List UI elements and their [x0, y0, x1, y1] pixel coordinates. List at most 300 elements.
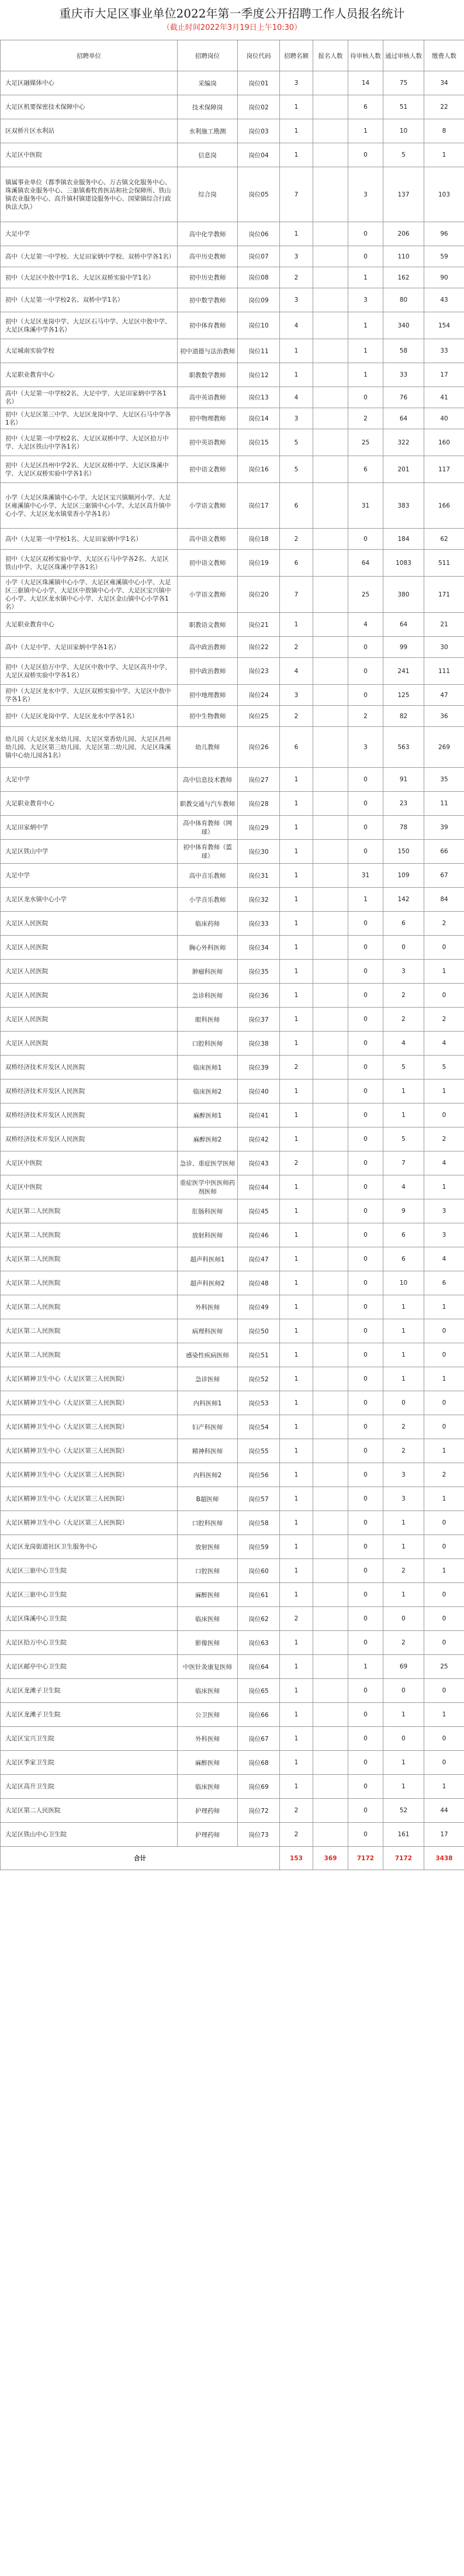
cell-apply: [313, 483, 348, 529]
cell-code: 岗位37: [238, 1008, 280, 1032]
cell-post: 麻醉医师1: [178, 1103, 238, 1127]
cell-pass: 9: [383, 1199, 424, 1223]
cell-post: 急诊科医师: [178, 984, 238, 1008]
cell-apply: [313, 1056, 348, 1080]
table-row: [1, 1127, 464, 1151]
cell-pass: 2: [383, 1439, 424, 1463]
cell-quota: 7: [280, 167, 313, 222]
cell-quota: 1: [280, 1655, 313, 1679]
cell-unit: 高中（大足中学、大足田家炳中学各1名）: [1, 637, 178, 658]
cell-apply: [313, 1247, 348, 1271]
cell-apply: [313, 613, 348, 637]
cell-code: 岗位73: [238, 1823, 280, 1847]
cell-paid: 171: [424, 577, 464, 613]
table-row: [1, 1008, 464, 1032]
table-row: [1, 1727, 464, 1751]
cell-post: 急诊医师: [178, 1367, 238, 1391]
cell-apply: [313, 167, 348, 222]
cell-pending: 0: [348, 1703, 383, 1727]
cell-quota: 2: [280, 1607, 313, 1631]
cell-paid: 511: [424, 550, 464, 577]
cell-unit: 初中（大足区拾万中学、大足区中敖中学、大足区高升中学、大足区双桥实验中学各1名）: [1, 658, 178, 685]
cell-pass: 0: [383, 1391, 424, 1415]
cell-post: 临床医师1: [178, 1056, 238, 1080]
cell-code: 岗位16: [238, 456, 280, 483]
table-row: [1, 339, 464, 363]
cell-pending: 6: [348, 95, 383, 119]
cell-code: 岗位39: [238, 1056, 280, 1080]
cell-post: 护理药师: [178, 1823, 238, 1847]
cell-paid: 1: [424, 1703, 464, 1727]
cell-pending: 0: [348, 960, 383, 984]
cell-apply: [313, 1631, 348, 1655]
cell-post: 小学音乐教师: [178, 888, 238, 912]
cell-paid: 1: [424, 960, 464, 984]
cell-post: 放射医师: [178, 1535, 238, 1559]
cell-apply: [313, 288, 348, 312]
cell-apply: [313, 1823, 348, 1847]
cell-pass: 51: [383, 95, 424, 119]
cell-unit: 大足区铁山中心卫生院: [1, 1823, 178, 1847]
cell-code: 岗位43: [238, 1151, 280, 1175]
table-row: [1, 267, 464, 288]
cell-quota: 1: [280, 1175, 313, 1199]
cell-pass: 1: [383, 1751, 424, 1775]
cell-post: 外科医师: [178, 1295, 238, 1319]
cell-apply: [313, 1175, 348, 1199]
cell-post: B超医师: [178, 1487, 238, 1511]
cell-paid: 96: [424, 222, 464, 246]
cell-post: 内科医师2: [178, 1463, 238, 1487]
cell-paid: 17: [424, 1823, 464, 1847]
cell-post: 初中语文教师: [178, 550, 238, 577]
cell-post: 超声科医师2: [178, 1271, 238, 1295]
cell-apply: [313, 1343, 348, 1367]
table-row: [1, 429, 464, 456]
cell-pass: 1: [383, 1319, 424, 1343]
cell-pending: 0: [348, 816, 383, 840]
cell-pass: 69: [383, 1655, 424, 1679]
cell-pending: 1: [348, 119, 383, 143]
table-row: [1, 95, 464, 119]
cell-quota: 3: [280, 288, 313, 312]
cell-apply: [313, 529, 348, 550]
cell-code: 岗位69: [238, 1775, 280, 1799]
cell-unit: 大足区第二人民医院: [1, 1319, 178, 1343]
cell-pending: 0: [348, 1367, 383, 1391]
cell-code: 岗位49: [238, 1295, 280, 1319]
cell-quota: 1: [280, 1080, 313, 1103]
total-pass: 7172: [383, 1847, 424, 1870]
cell-unit: 大足区第二人民医院: [1, 1343, 178, 1367]
cell-code: 岗位60: [238, 1559, 280, 1583]
cell-post: 初中体育教师: [178, 312, 238, 339]
cell-code: 岗位45: [238, 1199, 280, 1223]
cell-paid: 0: [424, 1679, 464, 1703]
cell-unit: 大足区中医院: [1, 143, 178, 167]
cell-unit: 大足区精神卫生中心（大足区第三人民医院）: [1, 1511, 178, 1535]
cell-unit: 大足中学: [1, 864, 178, 888]
page-title: 重庆市大足区事业单位2022年第一季度公开招聘工作人员报名统计: [59, 6, 405, 20]
cell-paid: 2: [424, 1463, 464, 1487]
cell-code: 岗位30: [238, 840, 280, 864]
cell-quota: 1: [280, 1127, 313, 1151]
cell-unit: 大足区龙水镇中心小学: [1, 888, 178, 912]
table-row: [1, 577, 464, 613]
cell-pending: 0: [348, 1199, 383, 1223]
cell-paid: 0: [424, 1727, 464, 1751]
cell-code: 岗位65: [238, 1679, 280, 1703]
cell-pending: 0: [348, 984, 383, 1008]
cell-apply: [313, 840, 348, 864]
cell-pass: 64: [383, 408, 424, 429]
cell-code: 岗位18: [238, 529, 280, 550]
cell-pending: 0: [348, 936, 383, 960]
cell-apply: [313, 1295, 348, 1319]
cell-quota: 1: [280, 1415, 313, 1439]
cell-post: 高中音乐教师: [178, 864, 238, 888]
cell-unit: 大足区三驱中心卫生院: [1, 1583, 178, 1607]
cell-paid: 2: [424, 1008, 464, 1032]
cell-paid: 67: [424, 864, 464, 888]
cell-paid: 1: [424, 1175, 464, 1199]
cell-code: 岗位36: [238, 984, 280, 1008]
cell-pending: 0: [348, 768, 383, 792]
cell-code: 岗位66: [238, 1703, 280, 1727]
cell-code: 岗位46: [238, 1223, 280, 1247]
cell-apply: [313, 267, 348, 288]
cell-quota: 1: [280, 984, 313, 1008]
cell-pending: 0: [348, 1343, 383, 1367]
cell-pass: 383: [383, 483, 424, 529]
cell-pending: 0: [348, 1823, 383, 1847]
cell-apply: [313, 1679, 348, 1703]
cell-pass: 1: [383, 1367, 424, 1391]
table-row: [1, 984, 464, 1008]
cell-unit: 大足区龙滩子卫生院: [1, 1679, 178, 1703]
cell-pass: 563: [383, 727, 424, 768]
total-pending: 7172: [348, 1847, 383, 1870]
cell-unit: 大足区第二人民医院: [1, 1199, 178, 1223]
cell-code: 岗位47: [238, 1247, 280, 1271]
table-row: [1, 1583, 464, 1607]
cell-apply: [313, 658, 348, 685]
cell-paid: 34: [424, 71, 464, 95]
table-row: [1, 1175, 464, 1199]
cell-quota: 1: [280, 143, 313, 167]
total-row: [1, 1847, 464, 1870]
cell-post: 公卫医师: [178, 1703, 238, 1727]
cell-unit: 大足区三驱中心卫生院: [1, 1559, 178, 1583]
table-row: [1, 550, 464, 577]
cell-paid: 0: [424, 1415, 464, 1439]
cell-unit: 初中（大足区昌州中学2名、大足区双桥中学、大足区珠溪中学、大足区双桥实验中学各1名）: [1, 456, 178, 483]
cell-post: 感染性疾病医师: [178, 1343, 238, 1367]
cell-pending: 0: [348, 1799, 383, 1823]
cell-apply: [313, 888, 348, 912]
cell-post: 高中语文教师: [178, 529, 238, 550]
table-row: [1, 658, 464, 685]
table-row: [1, 727, 464, 768]
cell-code: 岗位07: [238, 246, 280, 267]
cell-unit: 大足区第二人民医院: [1, 1247, 178, 1271]
cell-pass: 1: [383, 1703, 424, 1727]
cell-apply: [313, 119, 348, 143]
cell-pass: 137: [383, 167, 424, 222]
table-row: [1, 1415, 464, 1439]
cell-pending: 0: [348, 1583, 383, 1607]
cell-apply: [313, 222, 348, 246]
table-row: [1, 288, 464, 312]
table-row: [1, 936, 464, 960]
cell-code: 岗位48: [238, 1271, 280, 1295]
cell-apply: [313, 1032, 348, 1056]
cell-unit: 双桥经济技术开发区人民医院: [1, 1127, 178, 1151]
cell-pass: 0: [383, 1679, 424, 1703]
table-row: [1, 1559, 464, 1583]
cell-post: 麻醉医师2: [178, 1127, 238, 1151]
total-quota: 153: [280, 1847, 313, 1870]
cell-quota: 1: [280, 1223, 313, 1247]
cell-unit: 双桥经济技术开发区人民医院: [1, 1080, 178, 1103]
cell-pending: 0: [348, 1295, 383, 1319]
cell-paid: 0: [424, 1391, 464, 1415]
cell-quota: 7: [280, 577, 313, 613]
cell-paid: 59: [424, 246, 464, 267]
cell-post: 胸心外科医师: [178, 936, 238, 960]
cell-code: 岗位55: [238, 1439, 280, 1463]
cell-post: 职教数学教师: [178, 363, 238, 387]
cell-code: 岗位01: [238, 71, 280, 95]
cell-pending: 0: [348, 1775, 383, 1799]
cell-pending: 0: [348, 1535, 383, 1559]
cell-paid: 36: [424, 706, 464, 727]
cell-paid: 11: [424, 792, 464, 816]
cell-post: 技术保障岗: [178, 95, 238, 119]
cell-paid: 1: [424, 143, 464, 167]
registration-table: [0, 40, 464, 1870]
cell-code: 岗位59: [238, 1535, 280, 1559]
cell-code: 岗位38: [238, 1032, 280, 1056]
cell-paid: 66: [424, 840, 464, 864]
cell-unit: 大足区人民医院: [1, 912, 178, 936]
cell-apply: [313, 1607, 348, 1631]
total-apply: 369: [313, 1847, 348, 1870]
cell-code: 岗位13: [238, 387, 280, 408]
cell-quota: 1: [280, 613, 313, 637]
cell-code: 岗位17: [238, 483, 280, 529]
cell-code: 岗位64: [238, 1655, 280, 1679]
cell-paid: 62: [424, 529, 464, 550]
cell-quota: 2: [280, 267, 313, 288]
cell-apply: [313, 1008, 348, 1032]
cell-paid: 47: [424, 685, 464, 706]
cell-unit: 高中（大足第一中学校、大足田家炳中学校、双桥中学各1名）: [1, 246, 178, 267]
cell-code: 岗位33: [238, 912, 280, 936]
cell-post: 麻醉医师: [178, 1751, 238, 1775]
cell-code: 岗位02: [238, 95, 280, 119]
cell-pass: 201: [383, 456, 424, 483]
table-row: [1, 1367, 464, 1391]
table-row: [1, 1199, 464, 1223]
cell-quota: 1: [280, 339, 313, 363]
cell-apply: [313, 864, 348, 888]
table-row: [1, 222, 464, 246]
cell-apply: [313, 71, 348, 95]
cell-unit: 大足职业教育中心: [1, 792, 178, 816]
cell-code: 岗位08: [238, 267, 280, 288]
cell-paid: 8: [424, 119, 464, 143]
cell-paid: 41: [424, 387, 464, 408]
cell-post: 临床医师: [178, 1775, 238, 1799]
cell-pending: 1: [348, 267, 383, 288]
cell-post: 口腔医师: [178, 1559, 238, 1583]
cell-paid: 0: [424, 1607, 464, 1631]
cell-quota: 1: [280, 912, 313, 936]
header-pending: 待审核人数: [348, 40, 383, 71]
cell-paid: 269: [424, 727, 464, 768]
cell-pass: 10: [383, 1271, 424, 1295]
cell-quota: 3: [280, 71, 313, 95]
cell-code: 岗位53: [238, 1391, 280, 1415]
cell-pending: 0: [348, 387, 383, 408]
cell-pass: 380: [383, 577, 424, 613]
cell-unit: 初中（大足区龙水中学、大足区双桥实验中学、大足区中敖中学各1名）: [1, 685, 178, 706]
cell-post: 幼儿教师: [178, 727, 238, 768]
cell-apply: [313, 1703, 348, 1727]
cell-quota: 1: [280, 816, 313, 840]
table-row: [1, 167, 464, 222]
cell-paid: 84: [424, 888, 464, 912]
table-row: [1, 1511, 464, 1535]
cell-pass: 142: [383, 888, 424, 912]
cell-post: 重症医学中医医师药剂医师: [178, 1175, 238, 1199]
cell-paid: 166: [424, 483, 464, 529]
header-unit: 招聘单位: [1, 40, 178, 71]
cell-pass: 58: [383, 339, 424, 363]
cell-paid: 0: [424, 1631, 464, 1655]
cell-quota: 1: [280, 768, 313, 792]
cell-quota: 1: [280, 864, 313, 888]
cell-pass: 2: [383, 984, 424, 1008]
cell-quota: 1: [280, 960, 313, 984]
cell-pass: 1: [383, 1103, 424, 1127]
cell-pending: 0: [348, 658, 383, 685]
cell-code: 岗位31: [238, 864, 280, 888]
total-paid: 3438: [424, 1847, 464, 1870]
cell-apply: [313, 1559, 348, 1583]
cell-pass: 7: [383, 1151, 424, 1175]
cell-code: 岗位22: [238, 637, 280, 658]
cell-apply: [313, 1319, 348, 1343]
cell-code: 岗位24: [238, 685, 280, 706]
cell-apply: [313, 685, 348, 706]
cell-paid: 6: [424, 1271, 464, 1295]
cell-post: 初中生物教师: [178, 706, 238, 727]
cell-code: 岗位61: [238, 1583, 280, 1607]
cell-code: 岗位35: [238, 960, 280, 984]
table-row: [1, 529, 464, 550]
cell-pass: 109: [383, 864, 424, 888]
cell-pending: 0: [348, 1056, 383, 1080]
cell-code: 岗位41: [238, 1103, 280, 1127]
cell-paid: 2: [424, 912, 464, 936]
cell-paid: 1: [424, 1439, 464, 1463]
cell-pending: 14: [348, 71, 383, 95]
cell-pending: 0: [348, 1607, 383, 1631]
cell-code: 岗位56: [238, 1463, 280, 1487]
cell-pending: 6: [348, 456, 383, 483]
cell-pending: 0: [348, 1439, 383, 1463]
table-row: [1, 1823, 464, 1847]
cell-code: 岗位11: [238, 339, 280, 363]
cell-pending: 2: [348, 706, 383, 727]
cell-paid: 111: [424, 658, 464, 685]
table-row: [1, 1223, 464, 1247]
table-row: [1, 1463, 464, 1487]
cell-pending: 4: [348, 613, 383, 637]
cell-pass: 76: [383, 387, 424, 408]
header-code: 岗位代码: [238, 40, 280, 71]
cell-paid: 22: [424, 95, 464, 119]
cell-apply: [313, 1799, 348, 1823]
cell-pending: 1: [348, 339, 383, 363]
cell-pass: 3: [383, 1463, 424, 1487]
cell-post: 综合岗: [178, 167, 238, 222]
cell-quota: 2: [280, 637, 313, 658]
cell-apply: [313, 1103, 348, 1127]
cell-code: 岗位21: [238, 613, 280, 637]
cell-quota: 1: [280, 1463, 313, 1487]
cell-paid: 33: [424, 339, 464, 363]
cell-paid: 0: [424, 1343, 464, 1367]
cell-unit: 小学（大足区珠溪镇中心小学、大足区宝兴镇顺河小学、大足区雍溪镇中心小学、大足区三驱镇中心小学、大足区高升镇中心小学、大足区龙水镇棠香小学各1名）: [1, 483, 178, 529]
cell-quota: 1: [280, 1727, 313, 1751]
cell-apply: [313, 408, 348, 429]
table-row: [1, 312, 464, 339]
cell-quota: 2: [280, 1056, 313, 1080]
cell-apply: [313, 143, 348, 167]
cell-pass: 1: [383, 1583, 424, 1607]
cell-paid: 0: [424, 936, 464, 960]
cell-pass: 1: [383, 1535, 424, 1559]
cell-post: 眼科医师: [178, 1008, 238, 1032]
cell-quota: 3: [280, 246, 313, 267]
deadline-note: （截止时间2022年3月19日上午10:30）: [162, 23, 302, 32]
cell-code: 岗位09: [238, 288, 280, 312]
cell-paid: 44: [424, 1799, 464, 1823]
cell-apply: [313, 1463, 348, 1487]
cell-unit: 初中（大足第一中学校2名、双桥中学1名）: [1, 288, 178, 312]
cell-pass: 10: [383, 119, 424, 143]
cell-apply: [313, 246, 348, 267]
cell-quota: 1: [280, 840, 313, 864]
cell-quota: 6: [280, 483, 313, 529]
cell-pending: 0: [348, 246, 383, 267]
table-row: [1, 960, 464, 984]
cell-paid: 0: [424, 1103, 464, 1127]
cell-apply: [313, 1775, 348, 1799]
cell-paid: 4: [424, 1032, 464, 1056]
cell-code: 岗位03: [238, 119, 280, 143]
cell-pending: 2: [348, 408, 383, 429]
table-row: [1, 1391, 464, 1415]
cell-code: 岗位19: [238, 550, 280, 577]
cell-paid: 1: [424, 1559, 464, 1583]
cell-paid: 39: [424, 816, 464, 840]
cell-post: 职教语文教师: [178, 613, 238, 637]
cell-unit: 高中（大足第一中学校2名、大足中学、大足田家炳中学各1名）: [1, 387, 178, 408]
